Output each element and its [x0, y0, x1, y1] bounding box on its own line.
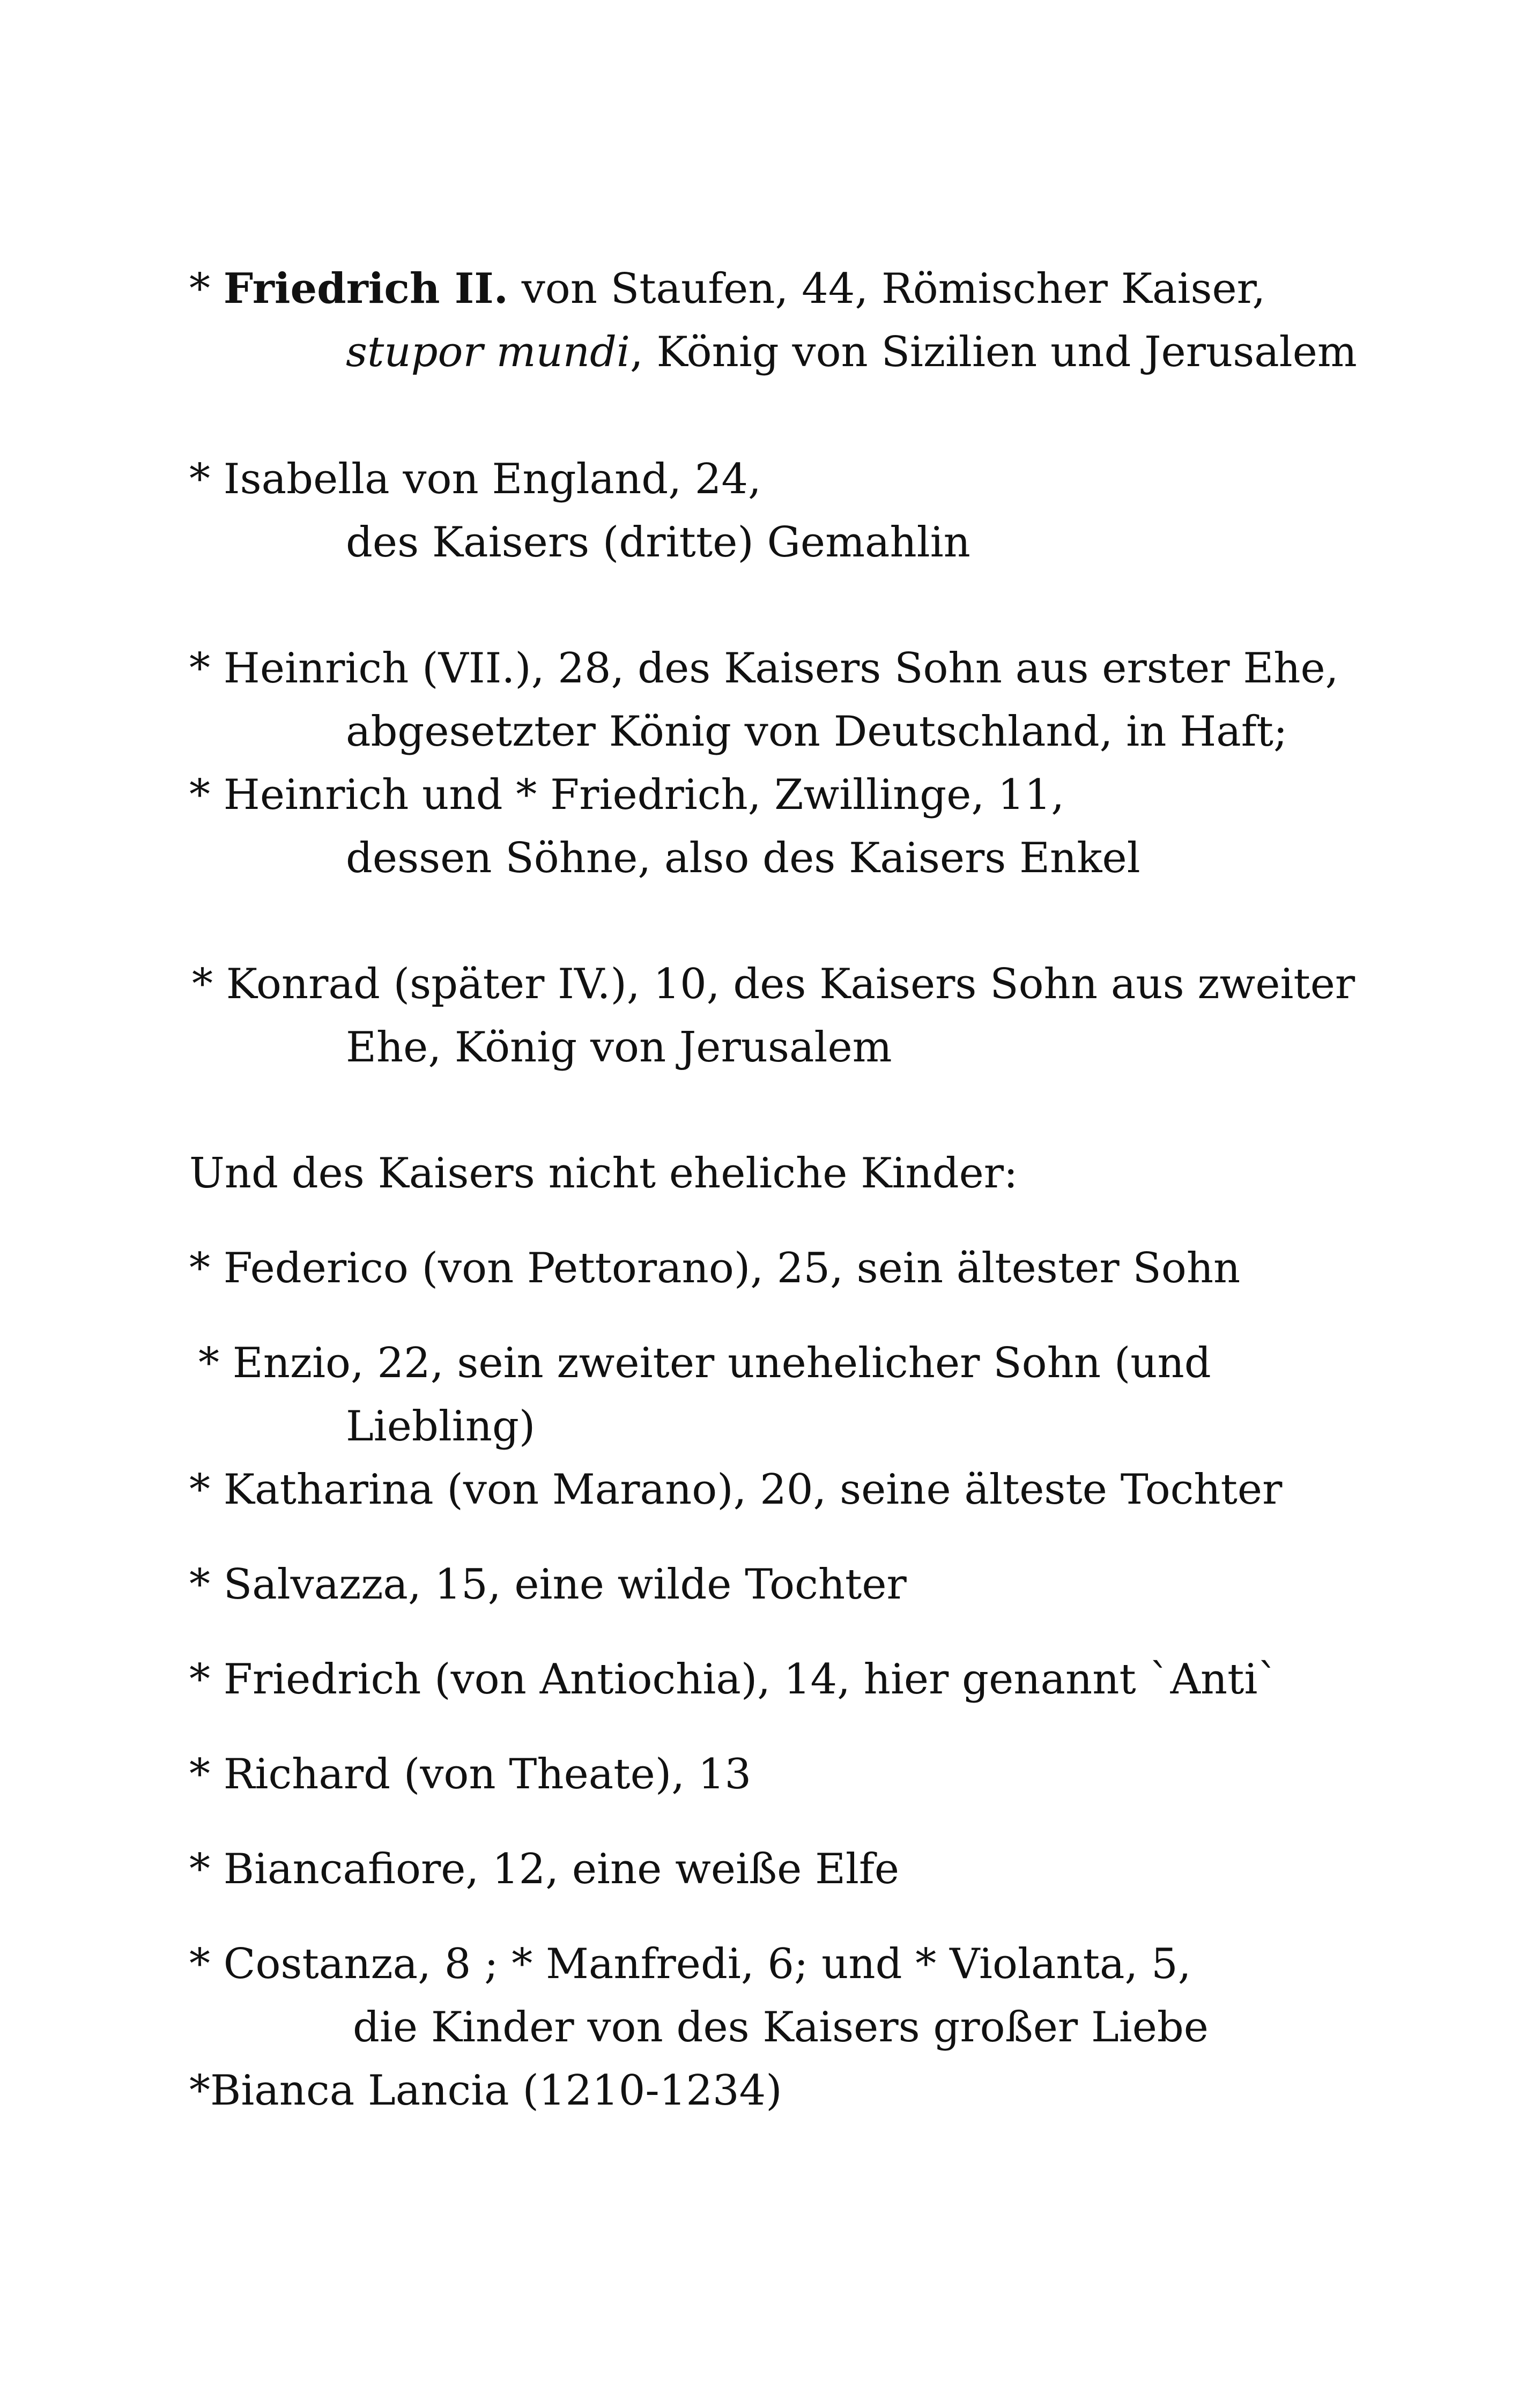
entry-zwillinge-line1: * Heinrich und * Friedrich, Zwillinge, 11, — [189, 771, 1064, 819]
entry-friedrich-epithet: stupor mundi — [346, 328, 630, 376]
entry-friedrich-titles: , König von Sizilien und Jerusalem — [629, 328, 1357, 376]
entry-anti: * Friedrich (von Antiochia), 14, hier genannt `Anti` — [189, 1655, 1279, 1704]
entry-enzio-line1: * Enzio, 22, sein zweiter unehelicher Sohn (und — [198, 1339, 1211, 1387]
entry-federico: * Federico (von Pettorano), 25, sein ältester Sohn — [189, 1244, 1241, 1292]
entry-costanza-line2: die Kinder von des Kaisers großer Liebe — [353, 2003, 1209, 2052]
entry-heinrich-line1: * Heinrich (VII.), 28, des Kaisers Sohn aus erster Ehe, — [189, 644, 1339, 693]
entry-isabella-line1: * Isabella von England, 24, — [189, 455, 761, 503]
entry-enzio-line2: Liebling) — [346, 1402, 536, 1451]
entry-prefix: * — [189, 265, 224, 313]
entry-richard: * Richard (von Theate), 13 — [189, 1750, 752, 1798]
entry-heinrich-line2: abgesetzter König von Deutschland, in Haft; — [346, 708, 1288, 756]
entry-biancafiore: * Biancafiore, 12, eine weiße Elfe — [189, 1845, 899, 1893]
entry-konrad-line1: * Konrad (später IV.), 10, des Kaisers Sohn aus zweiter — [192, 960, 1355, 1008]
entry-katharina: * Katharina (von Marano), 20, seine älteste Tochter — [189, 1466, 1283, 1514]
entry-friedrich-rest: von Staufen, 44, Römischer Kaiser, — [508, 265, 1266, 313]
entry-salvazza: * Salvazza, 15, eine wilde Tochter — [189, 1560, 907, 1609]
section-heading: Und des Kaisers nicht eheliche Kinder: — [189, 1149, 1018, 1198]
entry-costanza-line3: *Bianca Lancia (1210-1234) — [189, 2067, 782, 2115]
entry-friedrich-line1 — [189, 264, 1266, 313]
entry-costanza-line1: * Costanza, 8 ; * Manfredi, 6; und * Violanta, 5, — [189, 1940, 1191, 1988]
entry-zwillinge-line2: dessen Söhne, also des Kaisers Enkel — [346, 834, 1140, 882]
entry-friedrich-line2 — [346, 328, 1357, 376]
entry-friedrich-name: Friedrich II. — [223, 264, 508, 313]
entry-isabella-line2: des Kaisers (dritte) Gemahlin — [346, 518, 970, 567]
entry-konrad-line2: Ehe, König von Jerusalem — [346, 1023, 892, 1072]
